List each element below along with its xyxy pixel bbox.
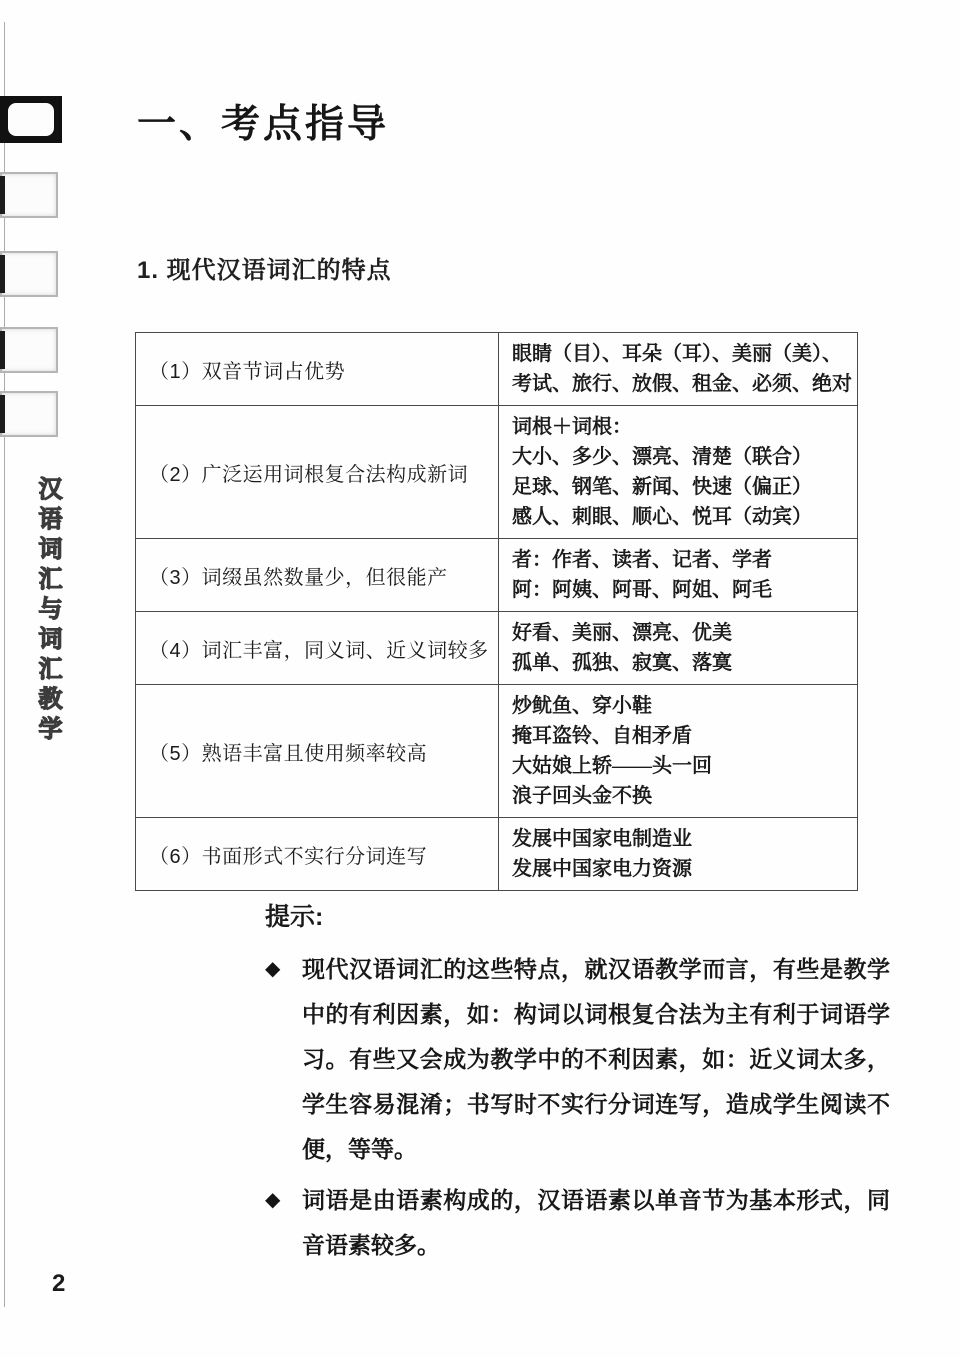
- diamond-bullet-icon: ◆: [265, 1189, 281, 1211]
- examples-cell: [499, 406, 858, 539]
- example-line: 词根＋词根：: [512, 416, 632, 438]
- example-line: 者：作者、读者、记者、学者: [512, 549, 772, 571]
- subsection-title: 1. 现代汉语词汇的特点: [137, 257, 392, 284]
- example-line: 足球、钢笔、新闻、快速（偏正）: [512, 476, 812, 498]
- book-side-title: 汉语词汇与词汇教学: [34, 476, 61, 746]
- example-line: 眼睛（目）、耳朵（耳）、美丽（美）、: [512, 343, 842, 365]
- examples-cell: [499, 333, 858, 406]
- feature-cell: （3）词缀虽然数量少，但很能产: [136, 539, 499, 612]
- example-line: 好看、美丽、漂亮、优美: [512, 622, 732, 644]
- hint-item: [265, 1178, 895, 1268]
- examples-cell: [499, 818, 858, 891]
- example-line: 发展中国家电力资源: [512, 858, 692, 880]
- thumb-tab-notch: [0, 331, 5, 369]
- example-line: 浪子回头金不换: [512, 785, 652, 807]
- thumb-tab-4: [0, 327, 58, 373]
- thumb-tab-notch: [0, 176, 5, 214]
- examples-cell: [499, 612, 858, 685]
- feature-cell: （1）双音节词占优势: [136, 333, 499, 406]
- example-line: 大小、多少、漂亮、清楚（联合）: [512, 446, 812, 468]
- example-line: 感人、刺眼、顺心、悦耳（动宾）: [512, 506, 812, 528]
- example-line: 考试、旅行、放假、租金、必须、绝对: [512, 373, 852, 395]
- hints-section: [265, 897, 895, 1274]
- page-number: 2: [52, 1270, 66, 1297]
- hints-label: 提示:: [265, 903, 324, 931]
- diamond-bullet-icon: ◆: [265, 958, 281, 980]
- example-line: 掩耳盗铃、自相矛盾: [512, 725, 692, 747]
- table-row: [136, 406, 858, 539]
- feature-cell: （6）书面形式不实行分词连写: [136, 818, 499, 891]
- example-line: 炒鱿鱼、穿小鞋: [512, 695, 652, 717]
- thumb-tab-3: [0, 251, 58, 297]
- examples-cell: [499, 685, 858, 818]
- example-line: 孤单、孤独、寂寞、落寞: [512, 652, 732, 674]
- hint-text: 词语是由语素构成的，汉语语素以单音节为基本形式，同音语素较多。: [302, 1188, 890, 1258]
- example-line: 阿：阿姨、阿哥、阿姐、阿毛: [512, 579, 772, 601]
- hint-item: [265, 947, 895, 1172]
- example-line: 大姑娘上轿——头一回: [512, 755, 712, 777]
- table-row: [136, 539, 858, 612]
- thumb-tab-active: [0, 96, 62, 143]
- table-row: [136, 818, 858, 891]
- feature-cell: （5）熟语丰富且使用频率较高: [136, 685, 499, 818]
- table-row: [136, 333, 858, 406]
- table-row: [136, 685, 858, 818]
- table-row: [136, 612, 858, 685]
- example-line: 发展中国家电制造业: [512, 828, 692, 850]
- thumb-tab-notch: [0, 395, 5, 433]
- thumb-tab-inner: [8, 103, 54, 136]
- thumb-tab-5: [0, 391, 58, 437]
- thumb-tab-2: [0, 172, 58, 218]
- section-title: 一、考点指导: [137, 103, 390, 146]
- thumb-tab-notch: [0, 255, 5, 293]
- feature-cell: （4）词汇丰富，同义词、近义词较多: [136, 612, 499, 685]
- features-table: [135, 332, 858, 891]
- feature-cell: （2）广泛运用词根复合法构成新词: [136, 406, 499, 539]
- hint-text: 现代汉语词汇的这些特点，就汉语教学而言，有些是教学中的有利因素，如：构词以词根复合法为主有利于词语学习。有些又会成为教学中的不利因素，如：近义词太多，学生容易混淆；书写时不实行分词连写，造成学生阅读不便，等等。: [302, 957, 890, 1162]
- examples-cell: [499, 539, 858, 612]
